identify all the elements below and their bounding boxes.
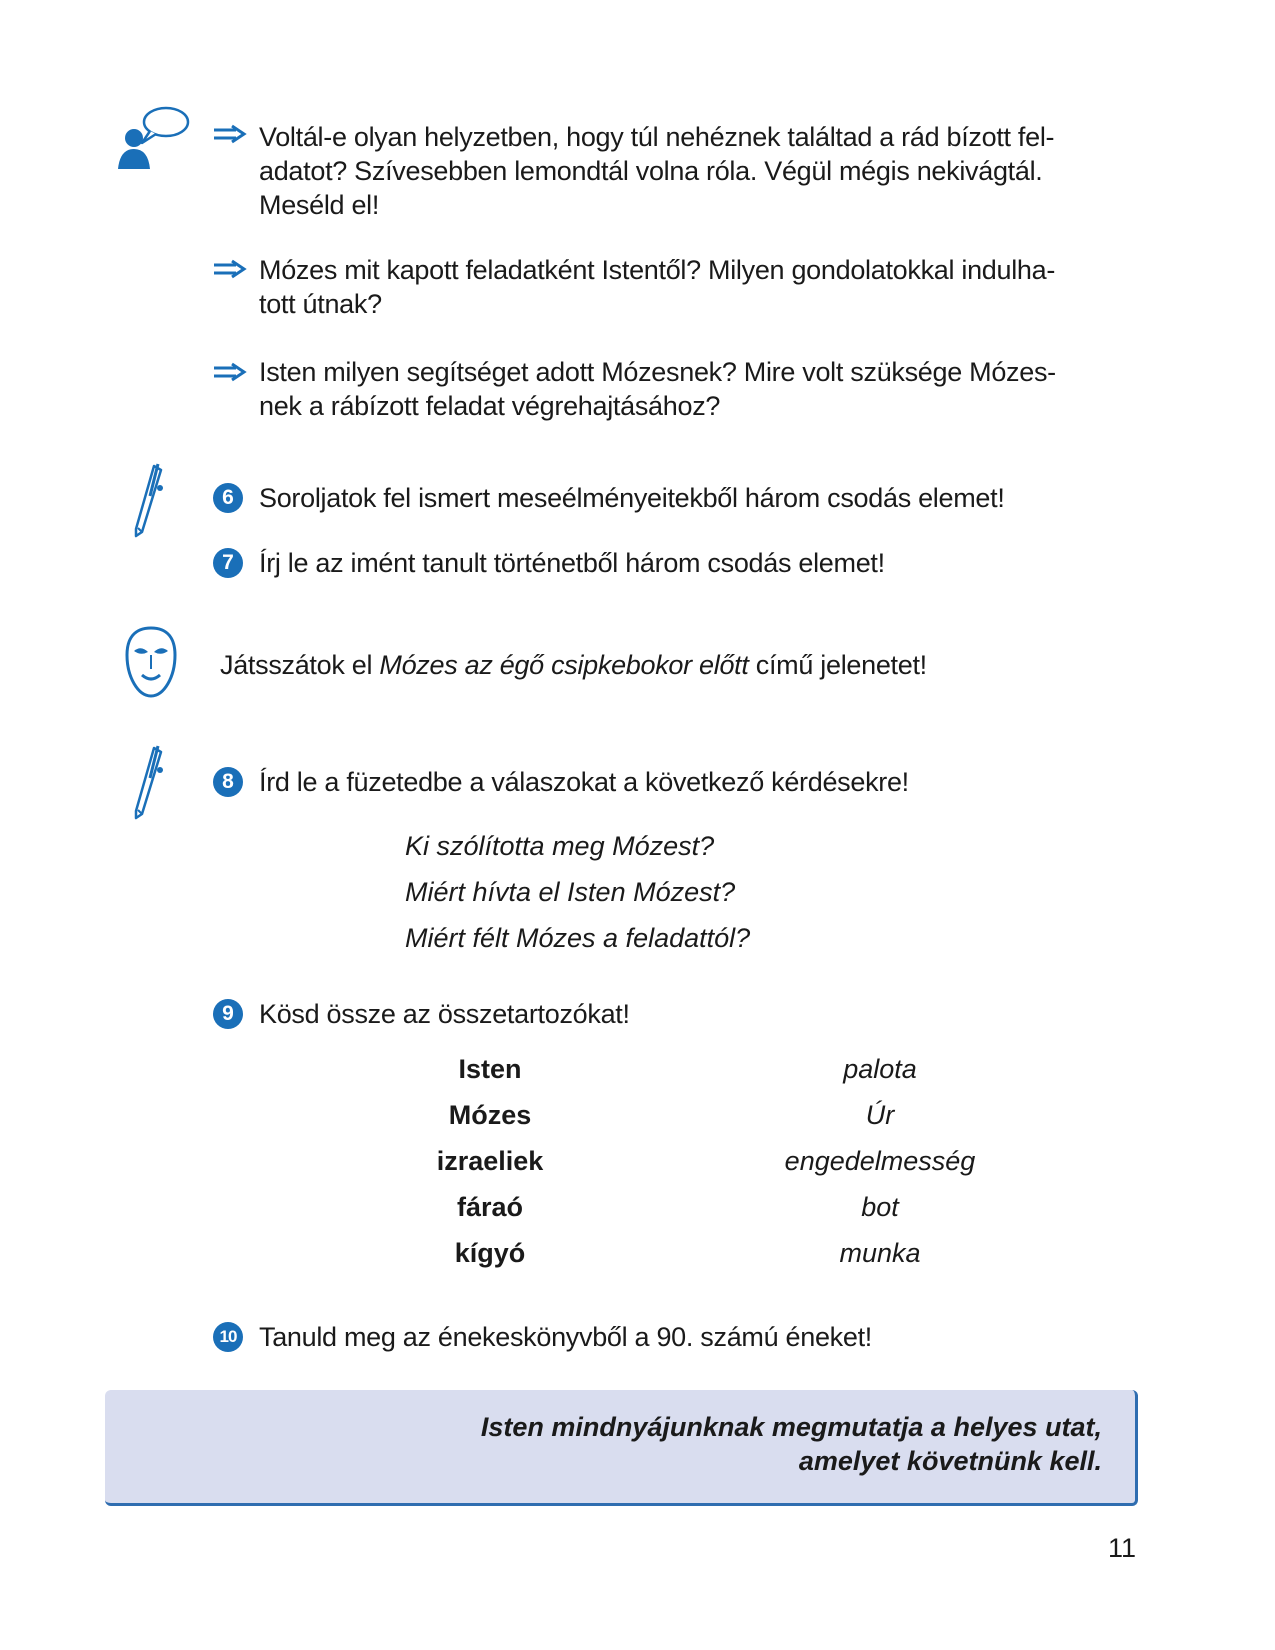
arrow-icon bbox=[212, 361, 248, 383]
match-left-item: Isten bbox=[458, 1054, 522, 1084]
arrow-icon bbox=[212, 123, 248, 145]
question-item: Miért félt Mózes a feladattól? bbox=[405, 923, 751, 953]
pen-icon bbox=[128, 744, 168, 824]
question-item: Ki szólította meg Mózest? bbox=[405, 831, 715, 861]
match-right-item: Úr bbox=[865, 1100, 895, 1130]
task-number: 6 bbox=[213, 483, 243, 513]
question-item: Miért hívta el Isten Mózest? bbox=[405, 877, 736, 907]
task-number: 7 bbox=[213, 548, 243, 578]
match-left-item: fáraó bbox=[456, 1192, 524, 1222]
match-right-item: engedelmesség bbox=[784, 1146, 976, 1176]
play-task bbox=[220, 648, 927, 682]
play-task-before: Játsszátok el bbox=[220, 650, 380, 680]
task-number: 10 bbox=[213, 1322, 243, 1352]
task-text: Tanuld meg az énekeskönyvből a 90. számú éneket! bbox=[259, 1322, 872, 1352]
match-left-item: Mózes bbox=[448, 1100, 532, 1130]
task-text: Soroljatok fel ismert meseélményeitekből három csodás elemet! bbox=[259, 483, 1005, 513]
task-number: 8 bbox=[213, 767, 243, 797]
discussion-question: Mózes mit kapott feladatként Istentől? Milyen gondolatokkal indulha- tott útnak? bbox=[259, 255, 1056, 319]
match-right-item: palota bbox=[843, 1054, 917, 1084]
task-text: Kösd össze az összetartozókat! bbox=[259, 999, 630, 1029]
theatre-mask-icon bbox=[122, 625, 180, 700]
discussion-question: Voltál-e olyan helyzetben, hogy túl nehéznek találtad a rád bízott fel- adatot? Szívesebben lemondtál volna róla. Végül mégis nekivágtál. Meséld el! bbox=[259, 122, 1055, 220]
summary-text: Isten mindnyájunknak megmutatja a helyes utat, amelyet követnünk kell. bbox=[480, 1412, 1102, 1476]
discussion-question: Isten milyen segítséget adott Mózesnek? Mire volt szüksége Mózes- nek a rábízott feladat végrehajtásához? bbox=[259, 357, 1056, 421]
summary-callout bbox=[105, 1390, 1138, 1506]
speech-bubble-person-icon bbox=[112, 103, 192, 171]
match-right-item: bot bbox=[861, 1192, 899, 1222]
arrow-icon bbox=[212, 258, 248, 280]
play-task-after: című jelenetet! bbox=[748, 650, 927, 680]
match-left-item: izraeliek bbox=[436, 1146, 544, 1176]
task-text: Írd le a füzetedbe a válaszokat a következő kérdésekre! bbox=[259, 767, 909, 797]
match-right-item: munka bbox=[839, 1238, 921, 1268]
match-left-item: kígyó bbox=[454, 1238, 526, 1268]
task-number: 9 bbox=[213, 999, 243, 1029]
task-text: Írj le az imént tanult történetből három csodás elemet! bbox=[259, 548, 885, 578]
play-title: Mózes az égő csipkebokor előtt bbox=[379, 650, 749, 680]
pen-icon bbox=[128, 462, 168, 542]
page-number: 11 bbox=[1108, 1533, 1137, 1563]
